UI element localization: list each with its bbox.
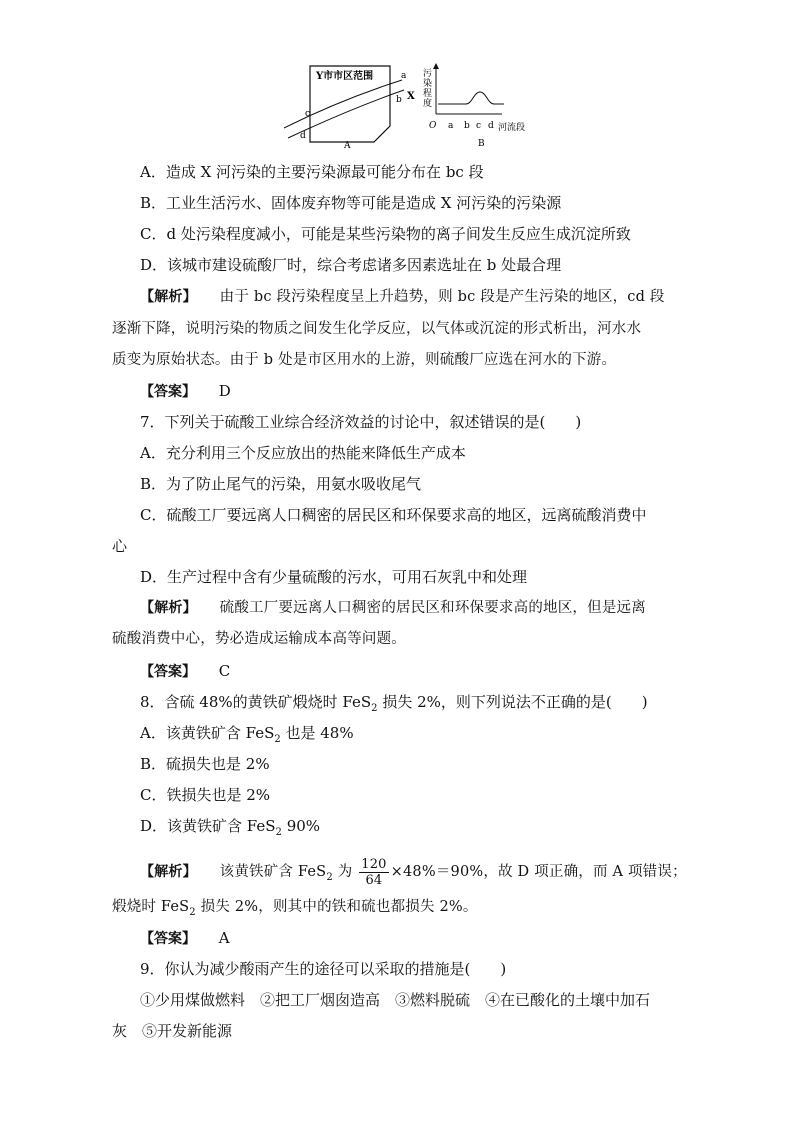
q8-analysis-line-2	[112, 897, 478, 923]
y-axis-arrow	[433, 63, 439, 69]
q6-analysis-line-1	[140, 287, 665, 307]
q8-option-d-sub: 2	[275, 827, 282, 838]
fraction-denominator: 64	[365, 872, 383, 888]
q7-option-d: D．生产过程中含有少量硫酸的污水，可用石灰乳中和处理	[140, 568, 528, 586]
q8-analysis-sub-1: 2	[326, 871, 333, 883]
q6-answer-row	[140, 381, 231, 402]
q8-answer-row	[140, 928, 230, 949]
q7-option-a: A．充分利用三个反应放出的热能来降低生产成本	[140, 444, 466, 462]
q8-analysis-line-1	[140, 855, 687, 895]
y-label-char-2: 染	[423, 79, 433, 89]
q6-analysis-tag: 【解析】	[140, 289, 197, 305]
q7-option-c-wrap: 心	[112, 537, 128, 555]
y-label-char-1: 污	[423, 69, 433, 79]
city-region-label: Y市市区范围	[316, 71, 374, 82]
fraction-numerator: 120	[361, 856, 387, 872]
q7-analysis-line-1	[140, 598, 646, 618]
q8-option-a-before: A．该黄铁矿含 FeS	[140, 724, 275, 742]
figure-b-caption: B	[478, 139, 485, 149]
q8-analysis-mid: 为	[332, 864, 353, 880]
q8-stem-after: 损失 2%，则下列说法不正确的是( )	[377, 693, 648, 711]
q8-analysis-sub-2: 2	[189, 906, 196, 918]
q6-analysis-text-1: 由于 bc 段污染程度呈上升趋势，则 bc 段是产生污染的地区，cd 段	[219, 289, 665, 305]
q6-analysis-line-3: 质变为原始状态。由于 b 处是市区用水的上游，则硫酸厂应选在河水的下游。	[112, 352, 617, 368]
q8-stem-before: 8．含硫 48%的黄铁矿煅烧时 FeS	[140, 693, 372, 711]
q8-option-a	[140, 723, 354, 750]
q7-analysis-tag: 【解析】	[140, 600, 197, 616]
point-c-label: c	[305, 109, 311, 119]
q7-analysis-line-2: 硫酸消费中心，势必造成运输成本高等问题。	[112, 631, 406, 647]
q6-option-c: C．d 处污染程度减小，可能是某些污染物的离子间发生反应生成沉淀所致	[140, 225, 631, 243]
y-label-char-3: 程	[423, 89, 433, 99]
q6-option-d: D．该城市建设硫酸厂时，综合考虑诸多因素选址在 b 处最合理	[140, 256, 562, 274]
fraction-120-64	[359, 857, 388, 888]
river-bank-upper	[284, 80, 402, 128]
tick-c: c	[476, 121, 482, 131]
q7-answer-value: C	[218, 662, 231, 680]
q7-answer-tag: 【答案】	[140, 664, 196, 680]
q7-analysis-text-1: 硫酸工厂要远离人口稠密的居民区和环保要求高的地区，但是远离	[219, 600, 646, 616]
q8-analysis-before: 该黄铁矿含 FeS	[219, 864, 327, 880]
q8-analysis-2-before: 煅烧时 FeS	[112, 899, 190, 915]
tick-b: b	[464, 121, 470, 131]
q8-stem-sub: 2	[371, 703, 378, 714]
q8-option-b: B．硫损失也是 2%	[140, 755, 270, 773]
q8-option-a-after: 也是 48%	[280, 724, 354, 742]
q8-option-d-after: 90%	[281, 817, 321, 835]
q7-option-c: C．硫酸工厂要远离人口稠密的居民区和环保要求高的地区，远离硫酸消费中	[140, 506, 647, 524]
figure-a-map	[282, 62, 422, 152]
q6-answer-tag: 【答案】	[140, 384, 196, 400]
y-label-char-4: 度	[423, 99, 433, 109]
q9-measures-line-1: ①少用煤做燃料 ②把工厂烟囱造高 ③燃料脱硫 ④在已酸化的土壤中加石	[140, 991, 651, 1009]
q7-answer-row	[140, 661, 230, 682]
river-x-label: X	[407, 91, 415, 102]
q8-option-d-before: D．该黄铁矿含 FeS	[140, 817, 276, 835]
q7-stem: 7．下列关于硫酸工业综合经济效益的讨论中，叙述错误的是( )	[140, 413, 582, 431]
q8-option-a-sub: 2	[274, 734, 281, 745]
figure-a-caption: A	[344, 141, 351, 151]
q8-analysis-tag: 【解析】	[140, 864, 197, 880]
q8-option-d	[140, 816, 320, 843]
point-a-label: a	[401, 71, 407, 81]
q8-option-c: C．铁损失也是 2%	[140, 786, 271, 804]
q8-answer-tag: 【答案】	[140, 931, 196, 947]
q9-measures-line-2: 灰 ⑤开发新能源	[112, 1022, 233, 1040]
q8-stem	[140, 692, 648, 719]
q7-option-b: B．为了防止尾气的污染，用氨水吸收尾气	[140, 475, 422, 493]
origin-label: O	[429, 121, 437, 131]
point-b-label: b	[396, 95, 402, 105]
q6-option-a: A．造成 X 河污染的主要污染源最可能分布在 bc 段	[140, 163, 484, 181]
q8-analysis-after: ×48%＝90%，故 D 项正确，而 A 项错误；	[390, 864, 687, 880]
q6-option-b: B．工业生活污水、固体废弃物等可能是造成 X 河污染的污染源	[140, 194, 562, 212]
tick-d: d	[488, 121, 494, 131]
point-d-label: d	[300, 131, 306, 141]
tick-a: a	[448, 121, 454, 131]
figure-b-graph	[418, 62, 548, 152]
q9-stem: 9．你认为减少酸雨产生的途径可以采取的措施是( )	[140, 960, 507, 978]
q6-analysis-line-2: 逐渐下降，说明污染的物质之间发生化学反应，以气体或沉淀的形式析出，河水水	[112, 321, 642, 337]
x-axis-label: 河流段	[498, 123, 526, 133]
q8-answer-value: A	[218, 929, 230, 947]
pollution-curve	[438, 92, 504, 104]
q8-analysis-2-after: 损失 2%，则其中的铁和硫也都损失 2%。	[195, 899, 478, 915]
q6-answer-value: D	[218, 382, 231, 400]
